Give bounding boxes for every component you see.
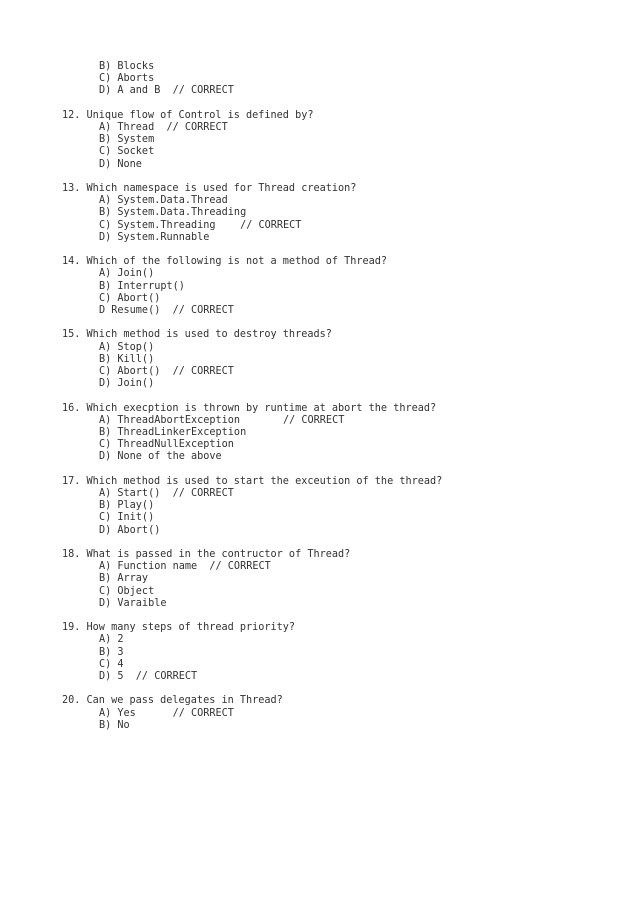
answer-option: D) Abort() <box>99 524 161 536</box>
answer-option: B) No <box>99 719 130 731</box>
question-text: 12. Unique flow of Control is defined by? <box>62 109 314 121</box>
answer-option: A) System.Data.Thread <box>99 195 228 207</box>
answer-option: B) 3 <box>99 646 124 658</box>
question-text: 19. How many steps of thread priority? <box>62 622 296 634</box>
question-text: 16. Which execption is thrown by runtime at abort the thread? <box>62 402 437 414</box>
answer-option: B) Play() <box>99 500 155 512</box>
question-text: 20. Can we pass delegates in Thread? <box>62 695 283 707</box>
question-text: 14. Which of the following is not a method of Thread? <box>62 256 388 268</box>
answer-option: B) Array <box>99 573 149 585</box>
answer-option: A) Join() <box>99 268 155 280</box>
answer-option: C) ThreadNullException <box>99 439 234 451</box>
answer-option: C) System.Threading // CORRECT <box>99 219 302 231</box>
answer-option: C) Object <box>99 585 155 597</box>
answer-option: C) Abort() <box>99 292 161 304</box>
question-text: 17. Which method is used to start the exceution of the thread? <box>62 475 443 487</box>
answer-option: D) None <box>99 158 142 170</box>
answer-option: C) Socket <box>99 146 155 158</box>
answer-option: D Resume() // CORRECT <box>99 305 234 316</box>
question-text: 15. Which method is used to destroy threads? <box>62 329 332 341</box>
question-text: 18. What is passed in the contructor of Thread? <box>62 549 351 560</box>
answer-option: A) ThreadAbortException // CORRECT <box>99 414 345 426</box>
answer-option: D) 5 // CORRECT <box>99 671 198 682</box>
answer-option: A) 2 <box>99 634 124 646</box>
answer-option: A) Thread // CORRECT <box>99 122 228 133</box>
answer-option: B) System.Data.Threading <box>99 207 247 219</box>
answer-option: C) Init() <box>99 512 155 524</box>
answer-option: B) Blocks <box>99 61 155 72</box>
answer-option: A) Stop() <box>99 341 155 353</box>
answer-option: A) Yes // CORRECT <box>99 707 234 719</box>
answer-option: A) Start() // CORRECT <box>99 488 234 499</box>
answer-option: C) Abort() // CORRECT <box>99 366 234 377</box>
answer-option: D) Varaible <box>99 597 167 609</box>
answer-option: D) Join() <box>99 378 155 390</box>
answer-option: D) A and B // CORRECT <box>99 85 234 97</box>
answer-option: C) Aborts <box>99 73 155 85</box>
answer-option: B) ThreadLinkerException <box>99 427 247 438</box>
answer-option: D) None of the above <box>99 451 222 463</box>
answer-option: D) System.Runnable <box>99 231 210 243</box>
answer-option: C) 4 <box>99 658 124 670</box>
answer-option: B) System <box>99 134 155 146</box>
question-text: 13. Which namespace is used for Thread creation? <box>62 183 357 194</box>
answer-option: B) Interrupt() <box>99 280 185 292</box>
answer-option: B) Kill() <box>99 353 155 365</box>
answer-option: A) Function name // CORRECT <box>99 561 271 573</box>
